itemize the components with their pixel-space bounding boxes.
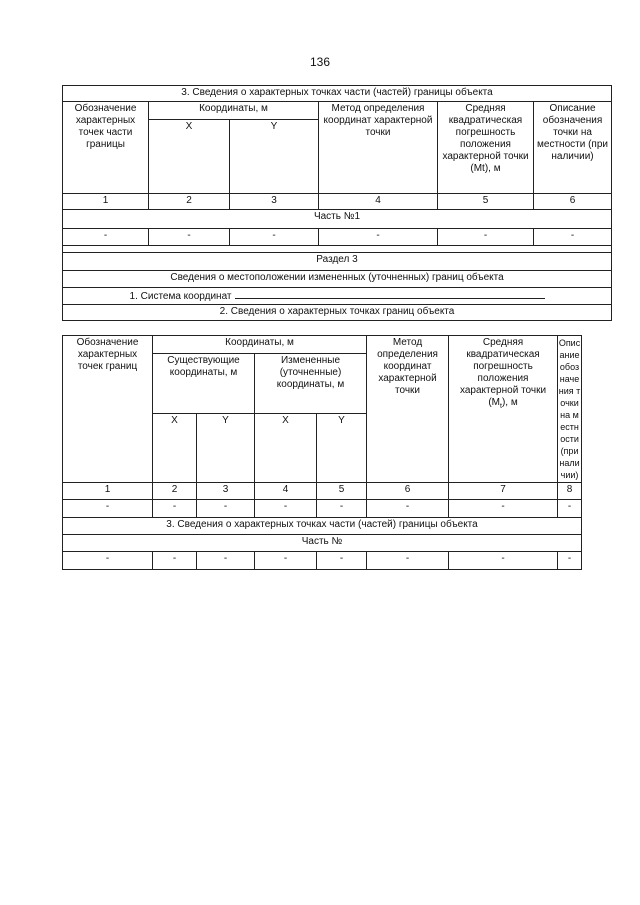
coord-system-blank bbox=[235, 289, 545, 299]
table-cell: - bbox=[149, 229, 230, 246]
accuracy-subscript: t bbox=[499, 403, 502, 410]
header-accuracy: Средняя квадратическая погрешность положения характерной точки (Mt), м bbox=[438, 102, 534, 194]
column-number: 1 bbox=[63, 483, 153, 500]
table-cell: - bbox=[63, 229, 149, 246]
header-x: X bbox=[149, 120, 230, 194]
header-description: Описание обозначения точки на местности (при наличии) bbox=[534, 102, 612, 194]
column-number: 2 bbox=[153, 483, 197, 500]
header-coordinates: Координаты, м bbox=[149, 102, 319, 120]
header-y-existing: Y bbox=[197, 414, 255, 483]
table-cell: - bbox=[197, 500, 255, 518]
column-number: 4 bbox=[255, 483, 317, 500]
header-method: Метод определения координат характерной точки bbox=[367, 336, 449, 483]
table-cell: - bbox=[63, 552, 153, 570]
table-cell: - bbox=[317, 500, 367, 518]
header-designation: Обозначение характерных точек границ bbox=[63, 336, 153, 483]
spacer-row bbox=[63, 246, 612, 253]
part-points-title: 3. Сведения о характерных точках части (частей) границы объекта bbox=[63, 518, 582, 535]
table-cell: - bbox=[534, 229, 612, 246]
column-number: 6 bbox=[367, 483, 449, 500]
table-cell: - bbox=[255, 552, 317, 570]
column-number: 5 bbox=[438, 194, 534, 210]
header-method: Метод определения координат характерной точки bbox=[319, 102, 438, 194]
table-cell: - bbox=[449, 552, 558, 570]
coord-system-row bbox=[63, 288, 612, 305]
table-cell: - bbox=[230, 229, 319, 246]
accuracy-unit: ), м bbox=[501, 397, 518, 408]
column-number: 1 bbox=[63, 194, 149, 210]
header-x-changed: X bbox=[255, 414, 317, 483]
coord-system-label: 1. Система координат bbox=[129, 291, 232, 302]
part-label: Часть № bbox=[63, 535, 582, 552]
points-section-title: 2. Сведения о характерных точках границ объекта bbox=[63, 305, 612, 321]
section-title: 3. Сведения о характерных точках части (частей) границы объекта bbox=[63, 86, 612, 102]
header-changed-coordinates: Измененные (уточненные) координаты, м bbox=[255, 354, 367, 414]
page-number: 136 bbox=[309, 55, 331, 69]
part-label: Часть №1 bbox=[63, 210, 612, 229]
table-cell: - bbox=[153, 500, 197, 518]
table-cell: - bbox=[438, 229, 534, 246]
header-x-existing: X bbox=[153, 414, 197, 483]
header-accuracy bbox=[449, 336, 558, 483]
column-number: 7 bbox=[449, 483, 558, 500]
header-description: Описание обозначения точки на местности (при наличии) bbox=[558, 336, 582, 483]
table-cell: - bbox=[255, 500, 317, 518]
table-cell: - bbox=[367, 500, 449, 518]
header-designation: Обозначение характерных точек части границы bbox=[63, 102, 149, 194]
table-cell: - bbox=[558, 500, 582, 518]
part-points-table bbox=[62, 85, 612, 321]
column-number: 3 bbox=[230, 194, 319, 210]
column-number: 6 bbox=[534, 194, 612, 210]
section-heading: Раздел 3 bbox=[63, 253, 612, 271]
table-cell: - bbox=[367, 552, 449, 570]
boundary-points-table bbox=[62, 335, 582, 570]
table-cell: - bbox=[153, 552, 197, 570]
column-number: 5 bbox=[317, 483, 367, 500]
column-number: 3 bbox=[197, 483, 255, 500]
table-cell: - bbox=[197, 552, 255, 570]
table-cell: - bbox=[558, 552, 582, 570]
column-number: 8 bbox=[558, 483, 582, 500]
header-coordinates: Координаты, м bbox=[153, 336, 367, 354]
column-number: 2 bbox=[149, 194, 230, 210]
header-y-changed: Y bbox=[317, 414, 367, 483]
table-cell: - bbox=[449, 500, 558, 518]
accuracy-text: Средняя квадратическая погрешность положения характерной точки (M bbox=[459, 337, 547, 408]
column-number: 4 bbox=[319, 194, 438, 210]
table-cell: - bbox=[317, 552, 367, 570]
header-y: Y bbox=[230, 120, 319, 194]
header-existing-coordinates: Существующие координаты, м bbox=[153, 354, 255, 414]
table-cell: - bbox=[63, 500, 153, 518]
table-cell: - bbox=[319, 229, 438, 246]
section-subtitle: Сведения о местоположении измененных (уточненных) границ объекта bbox=[63, 271, 612, 288]
